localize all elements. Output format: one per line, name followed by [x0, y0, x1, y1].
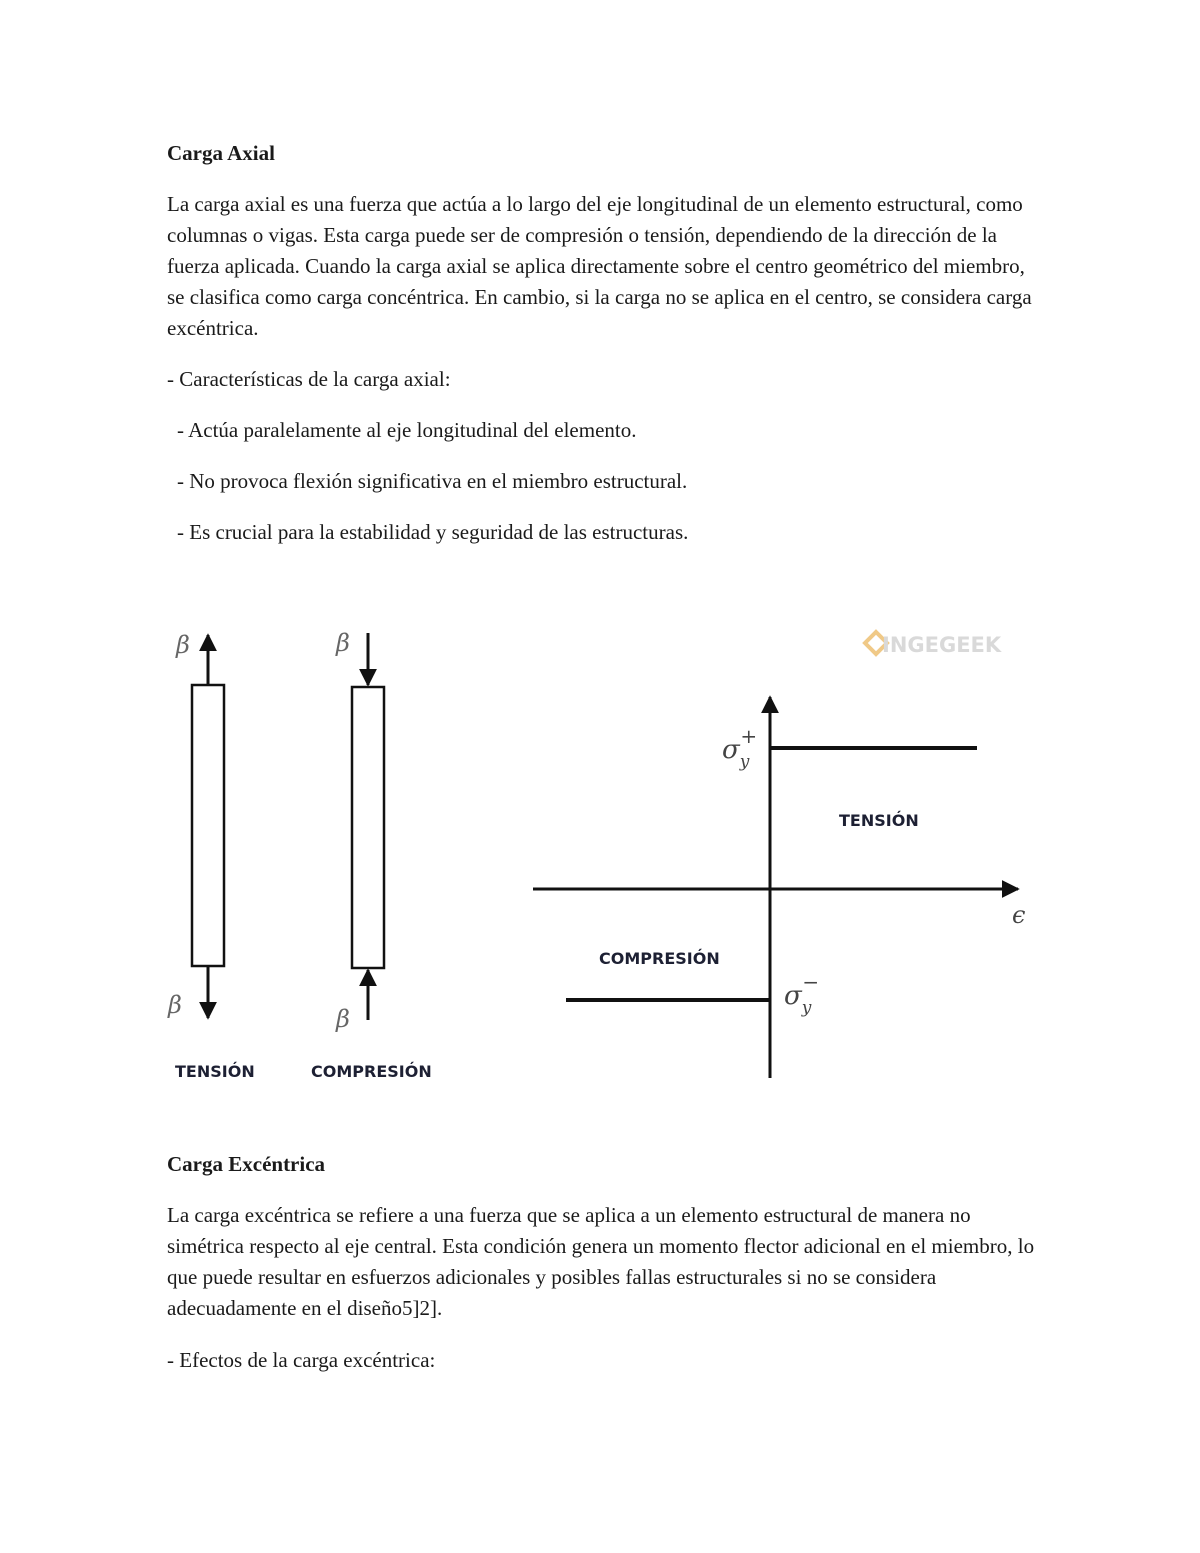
right-compression-label: COMPRESIÓN [311, 1062, 432, 1081]
compression-bar-diagram [311, 629, 432, 1081]
paragraph-carga-excentrica: La carga excéntrica se refiere a una fuerza que se aplica a un elemento estructural de manera no simétrica respecto al eje central. Esta condición genera un momento flector adicional en el miembro, lo que puede resultar en esfuerzos adicionales y posibles fallas estructurales si no se considera adecuadamente en el diseño5]2]. [167, 1203, 1035, 1320]
section-title-carga-axial: Carga Axial [167, 141, 275, 165]
watermark [865, 632, 1002, 657]
list-heading-caracteristicas: - Características de la carga axial: [167, 367, 451, 391]
left-tension-label: TENSIÓN [175, 1062, 255, 1081]
plot-tension-label: TENSIÓN [839, 811, 919, 830]
axial-load-figure [160, 615, 1040, 1095]
force-symbol: β [336, 1005, 350, 1033]
force-symbol: β [168, 991, 182, 1019]
tension-bar [192, 685, 224, 966]
list-heading-efectos: - Efectos de la carga excéntrica: [167, 1348, 436, 1372]
paragraph-carga-axial: La carga axial es una fuerza que actúa a lo largo del eje longitudinal de un elemento estructural, como columnas o vigas. Esta carga puede ser de compresión o tensión, dependiendo de la dirección de la fuerza aplicada. Cuando la carga axial se aplica directamente sobre el centro geométrico del miembro, se clasifica como carga concéntrica. En cambio, si la carga no se aplica en el centro, se considera carga excéntrica. [167, 192, 1032, 340]
force-symbol: β [336, 629, 350, 657]
force-symbol: β [176, 631, 190, 659]
sigma-yield-minus: $\sigma_y-$ [784, 970, 820, 1018]
section-title-carga-excentrica: Carga Excéntrica [167, 1152, 326, 1176]
stress-strain-plot [533, 697, 1025, 1078]
list-item: - Es crucial para la estabilidad y seguridad de las estructuras. [177, 520, 689, 544]
list-item: - Actúa paralelamente al eje longitudinal del elemento. [177, 418, 637, 442]
sigma-yield-plus: $\sigma_y+$ [722, 724, 758, 772]
epsilon-symbol: ϵ [1012, 901, 1026, 929]
plot-compression-label: COMPRESIÓN [599, 949, 720, 968]
list-item: - No provoca flexión significativa en el miembro estructural. [177, 469, 688, 493]
compression-bar [352, 687, 384, 968]
tension-bar-diagram [167, 631, 255, 1081]
watermark-text: INGEGEEK [882, 633, 1002, 657]
